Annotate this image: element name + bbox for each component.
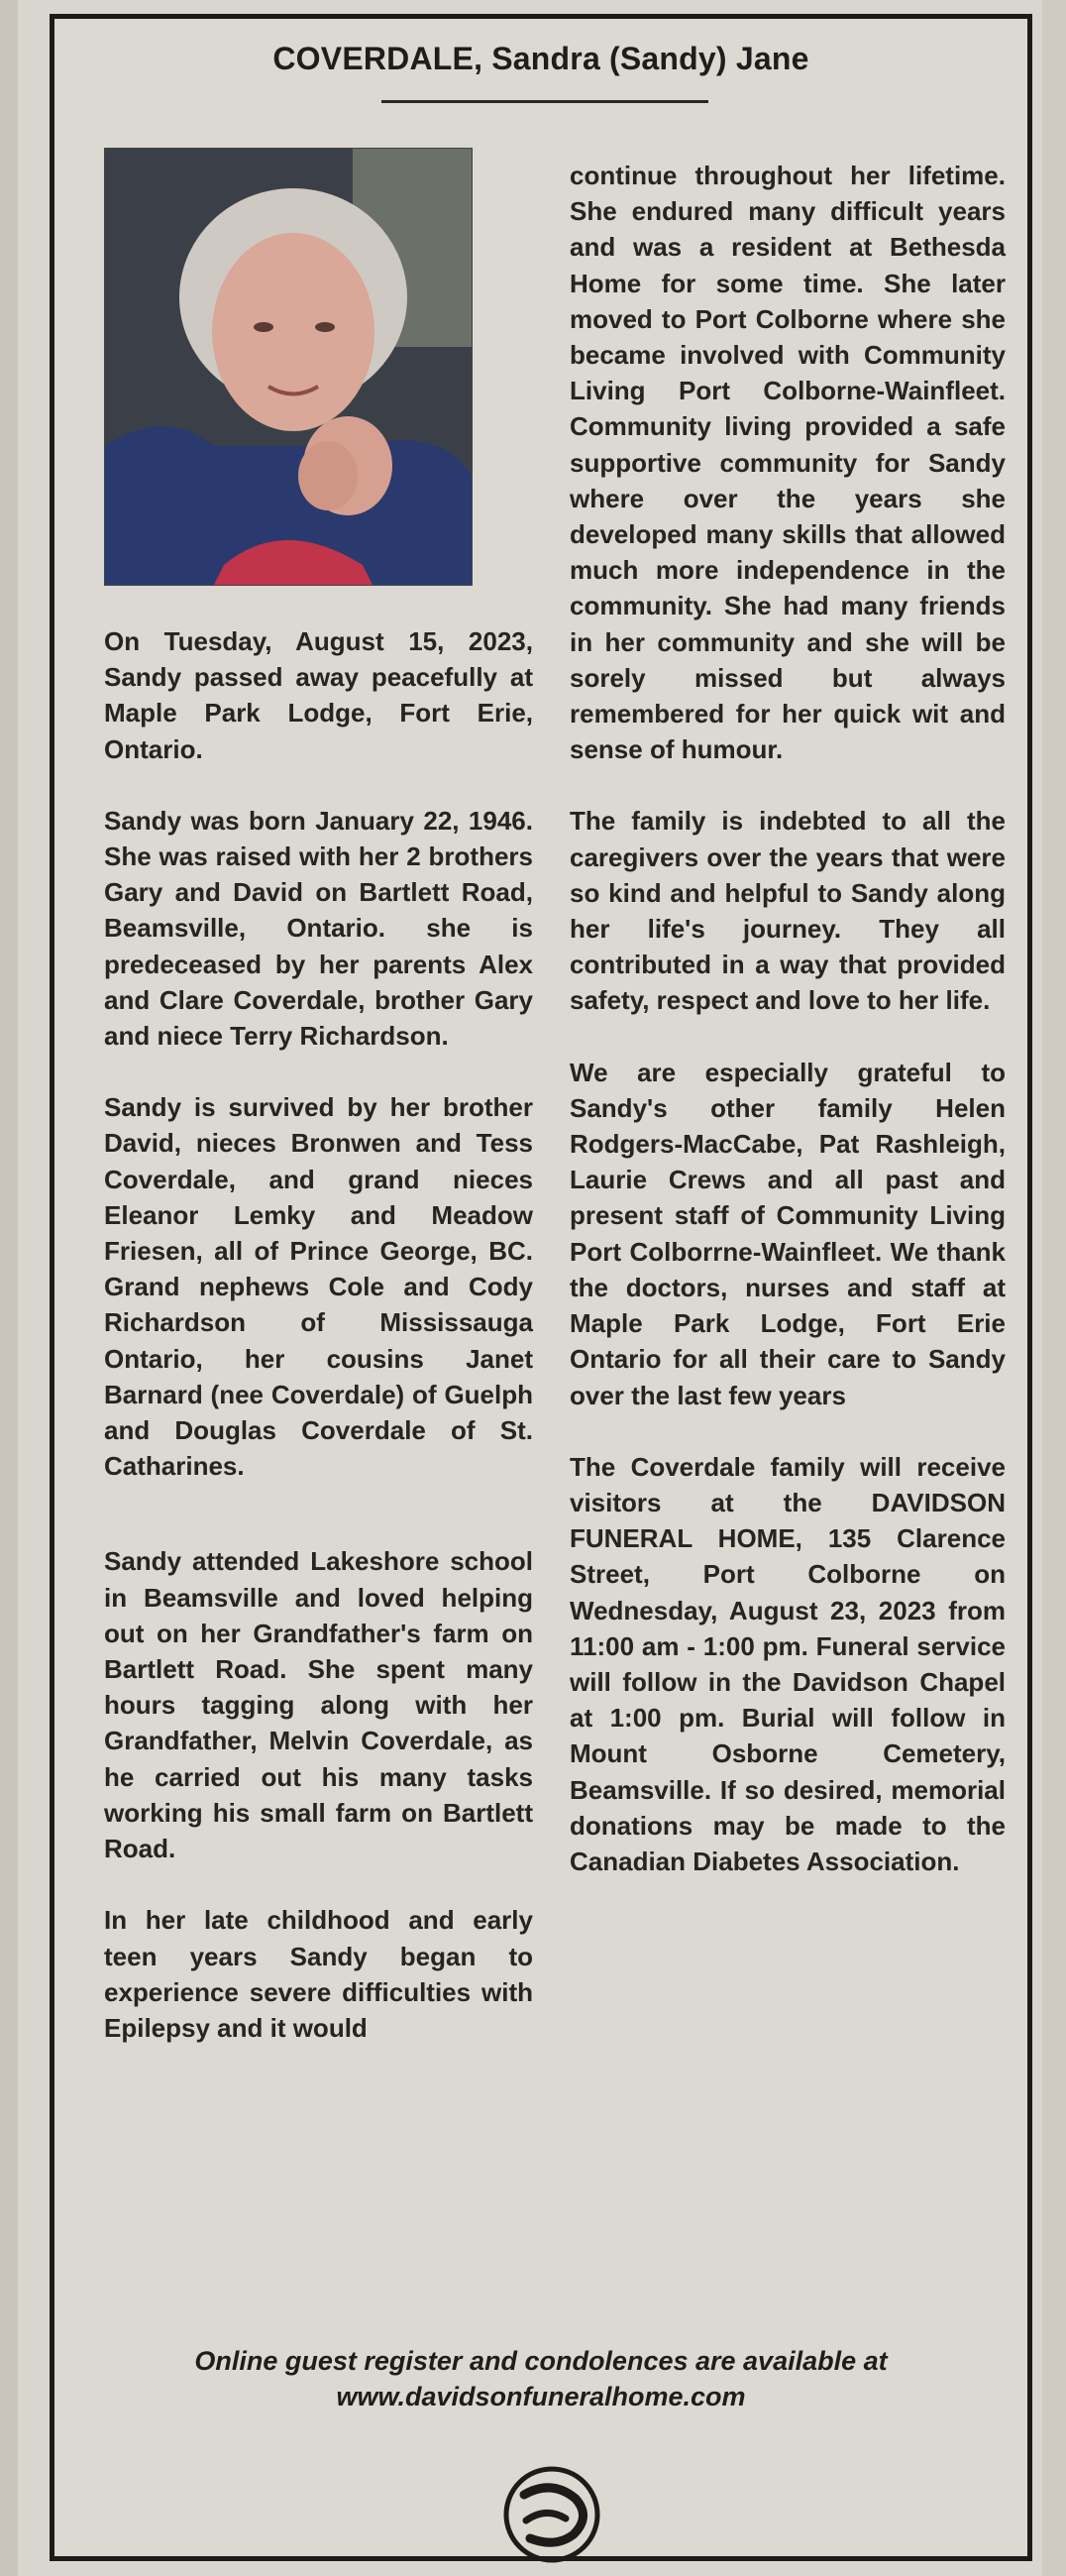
online-register-line: Online guest register and condolences are available at xyxy=(194,2346,888,2376)
obituary-paragraph: The family is indebted to all the caregivers over the years that were so kind and helpful to Sandy along her life's journey. They all contributed in a way that provided safety, respect and love to her life. xyxy=(570,806,1006,1016)
davidson-d-logo-icon xyxy=(496,2465,607,2564)
left-column xyxy=(104,623,533,2081)
right-column xyxy=(570,158,1006,1915)
funeral-home-url: www.davidsonfuneralhome.com xyxy=(336,2382,746,2411)
obituary-paragraph: Sandy attended Lakeshore school in Beamsville and loved helping out on her Grandfather's farm on Bartlett Road. She spent many hours tagging along with her Grandfather, Melvin Coverdale, as he carried out his many tasks working his small farm on Bartlett Road. xyxy=(104,1546,533,1864)
obituary-paragraph: Sandy was born January 22, 1946. She was raised with her 2 brothers Gary and David on Bartlett Road, Beamsville, Ontario. she is predeceased by her parents Alex and Clare Coverdale, brother Gary and niece Terry Richardson. xyxy=(104,805,533,1052)
obituary-frame xyxy=(50,14,1032,2561)
online-register-note xyxy=(54,2343,1027,2414)
title-underline xyxy=(381,100,708,103)
obituary-paragraph: Sandy is survived by her brother David, nieces Bronwen and Tess Coverdale, and grand nieces Eleanor Lemky and Meadow Friesen, all of Prince George, BC. Grand nephews Cole and Cody Richardson of Mississauga Ontario, her cousins Janet Barnard (nee Coverdale) of Guelph and Douglas Coverdale of St. Catharines. xyxy=(104,1092,533,1482)
page-edge-left xyxy=(0,0,18,2576)
obituary-paragraph: On Tuesday, August 15, 2023, Sandy passed away peacefully at Maple Park Lodge, Fort Erie, Ontario. xyxy=(104,626,533,764)
page-edge-right xyxy=(1042,0,1066,2576)
obituary-title: COVERDALE, Sandra (Sandy) Jane xyxy=(272,41,809,76)
portrait-photo xyxy=(104,148,473,586)
obituary-paragraph: We are especially grateful to Sandy's other family Helen Rodgers-MacCabe, Pat Rashleigh, Laurie Crews and all past and present staff of Community Living Port Colborrne-Wainfleet. We thank the doctors, nurses and staff at Maple Park Lodge, Fort Erie Ontario for all their care to Sandy over the last few years xyxy=(570,1057,1006,1410)
obituary-paragraph: In her late childhood and early teen years Sandy began to experience severe difficulties with Epilepsy and it would xyxy=(104,1905,533,2043)
obituary-paragraph: continue throughout her lifetime. She endured many difficult years and was a resident at Bethesda Home for some time. She later moved to Port Colborne where she became involved with Community Living Port Colborne-Wainfleet. Community living provided a safe supportive community for Sandy where over the years she developed many skills that allowed much more independence in the community. She had many friends in her community and she will be sorely missed but always remembered for her quick wit and sense of humour. xyxy=(570,161,1006,765)
obituary-paragraph: The Coverdale family will receive visitors at the DAVIDSON FUNERAL HOME, 135 Clarence Street, Port Colborne on Wednesday, August 23, 2023 from 11:00 am - 1:00 pm. Funeral service will follow in the Davidson Chapel at 1:00 pm. Burial will follow in Mount Osborne Cemetery, Beamsville. If so desired, memorial donations may be made to the Canadian Diabetes Association. xyxy=(570,1451,1006,1876)
